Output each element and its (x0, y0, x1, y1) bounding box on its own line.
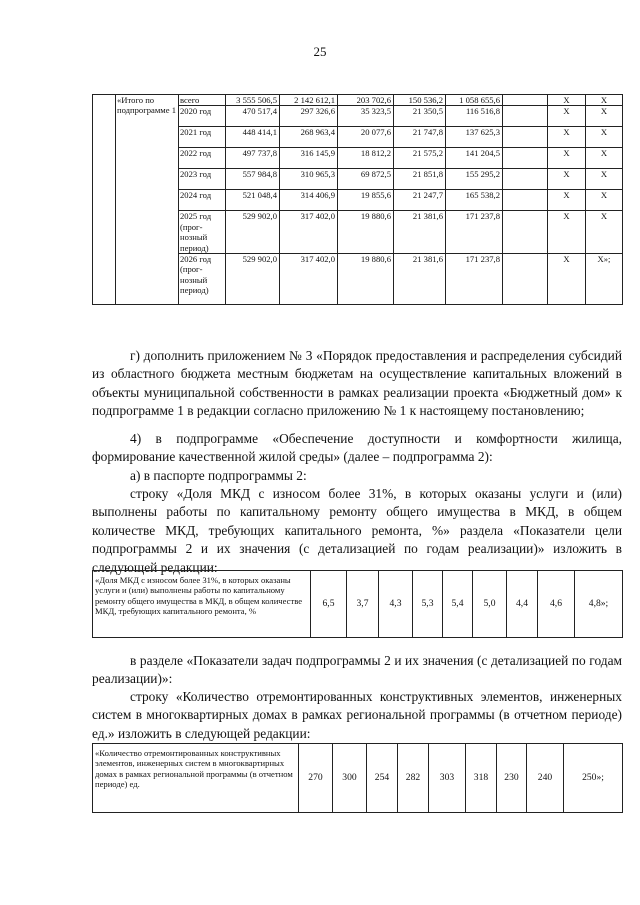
year-cell: всего (179, 95, 226, 106)
value-cell: 4,8»; (575, 571, 623, 638)
value-cell: 150 536,2 (394, 95, 446, 106)
value-cell: 21 350,5 (394, 106, 446, 127)
value-cell: 155 295,2 (446, 169, 503, 190)
empty-cell (503, 169, 548, 190)
x-mark-cell: Х (586, 211, 623, 254)
empty-cell (503, 148, 548, 169)
x-mark-cell: Х (548, 254, 586, 305)
value-cell: 137 625,3 (446, 127, 503, 148)
subprogram-total-label: «Итого по подпрограмме 1 (116, 95, 179, 305)
empty-cell (93, 95, 116, 305)
x-mark-cell: Х (548, 211, 586, 254)
value-cell: 1 058 655,6 (446, 95, 503, 106)
value-cell: 268 963,4 (280, 127, 338, 148)
value-cell: 250»; (564, 744, 623, 813)
value-cell: 20 077,6 (338, 127, 394, 148)
value-cell: 240 (527, 744, 564, 813)
value-cell: 270 (299, 744, 333, 813)
year-cell: 2022 год (179, 148, 226, 169)
x-mark-cell: Х (548, 95, 586, 106)
value-cell: 470 517,4 (226, 106, 280, 127)
mkd-share-table (92, 570, 623, 638)
empty-cell (503, 254, 548, 305)
x-mark-cell: Х (586, 127, 623, 148)
value-cell: 116 516,8 (446, 106, 503, 127)
empty-cell (503, 211, 548, 254)
x-mark-cell: Х (586, 95, 623, 106)
value-cell: 300 (333, 744, 367, 813)
value-cell: 203 702,6 (338, 95, 394, 106)
x-mark-cell: Х (586, 106, 623, 127)
value-cell: 69 872,5 (338, 169, 394, 190)
value-cell: 171 237,8 (446, 254, 503, 305)
paragraph-task-indicators: в разделе «Показатели задач подпрограммы 2 и их значения (с детализацией по годам реализации)»: (92, 653, 622, 687)
year-cell: 2021 год (179, 127, 226, 148)
value-cell: 5,4 (443, 571, 473, 638)
value-cell: 4,6 (538, 571, 575, 638)
value-cell: 165 538,2 (446, 190, 503, 211)
year-cell: 2026 год (прог-нозный период) (179, 254, 226, 305)
year-cell: 2020 год (179, 106, 226, 127)
paragraph-passport: а) в паспорте подпрограммы 2: (130, 468, 307, 483)
value-cell: 21 247,7 (394, 190, 446, 211)
value-cell: 19 880,6 (338, 254, 394, 305)
subprogram-totals-table (92, 94, 623, 305)
value-cell: 21 381,6 (394, 211, 446, 254)
value-cell: 3,7 (347, 571, 379, 638)
value-cell: 171 237,8 (446, 211, 503, 254)
value-cell: 529 902,0 (226, 211, 280, 254)
value-cell: 3 555 506,5 (226, 95, 280, 106)
year-cell: 2025 год (прог-нозный период) (179, 211, 226, 254)
value-cell: 5,0 (473, 571, 507, 638)
year-cell: 2024 год (179, 190, 226, 211)
value-cell: 5,3 (413, 571, 443, 638)
value-cell: 19 880,6 (338, 211, 394, 254)
paragraph-subprogram-2: 4) в подпрограмме «Обеспечение доступности и комфортности жилища, формирование качественной жилой среды» (далее – подпрограмма 2): (92, 431, 622, 465)
value-cell: 21 851,8 (394, 169, 446, 190)
value-cell: 4,4 (507, 571, 538, 638)
value-cell: 282 (398, 744, 429, 813)
x-mark-cell: Х (586, 148, 623, 169)
empty-cell (503, 106, 548, 127)
value-cell: 318 (466, 744, 497, 813)
paragraph-indicator-row: строку «Доля МКД с износом более 31%, в которых оказаны услуги и (или) выполнены работы по капитальному ремонту общего имущества в МКД, в общем количестве МКД, требующих капитального ремонта, %» раздела «Показатели цели подпрограммы 2 и их значения (с детализацией по годам реализации)» изложить в следующей редакции: (92, 486, 622, 575)
x-mark-cell: Х (586, 169, 623, 190)
x-mark-cell: Х»; (586, 254, 623, 305)
value-cell: 529 902,0 (226, 254, 280, 305)
value-cell: 314 406,9 (280, 190, 338, 211)
empty-cell (503, 95, 548, 106)
x-mark-cell: Х (548, 127, 586, 148)
year-cell: 2023 год (179, 169, 226, 190)
x-mark-cell: Х (586, 190, 623, 211)
value-cell: 448 414,1 (226, 127, 280, 148)
value-cell: 6,5 (311, 571, 347, 638)
value-cell: 21 747,8 (394, 127, 446, 148)
value-cell: 2 142 612,1 (280, 95, 338, 106)
value-cell: 141 204,5 (446, 148, 503, 169)
value-cell: 497 737,8 (226, 148, 280, 169)
value-cell: 4,3 (379, 571, 413, 638)
value-cell: 254 (367, 744, 398, 813)
value-cell: 521 048,4 (226, 190, 280, 211)
x-mark-cell: Х (548, 169, 586, 190)
value-cell: 21 575,2 (394, 148, 446, 169)
table-row (93, 95, 623, 106)
paragraph-appendix-3: г) дополнить приложением № 3 «Порядок предоставления и распределения субсидий из областного бюджета местным бюджетам на осуществление капитальных вложений в объекты муниципальной собственности в рамках реализации проекта «Бюджетный дом» к подпрограмме 1 в редакции согласно приложению № 1 к настоящему постановлению; (92, 348, 622, 419)
value-cell: 310 965,3 (280, 169, 338, 190)
value-cell: 317 402,0 (280, 254, 338, 305)
value-cell: 297 326,6 (280, 106, 338, 127)
page-number: 25 (313, 44, 327, 59)
repaired-elements-table (92, 743, 623, 813)
mkd-share-indicator: «Доля МКД с износом более 31%, в которых оказаны услуги и (или) выполнены работы по капитальному ремонту общего имущества в МКД, в общем количестве МКД, требующих капитального ремонта, % (93, 571, 311, 638)
repaired-elements-indicator: «Количество отремонтированных конструктивных элементов, инженерных систем в многоквартирных домах в рамках региональной программы (в отчетном периоде) ед. (93, 744, 299, 813)
value-cell: 230 (497, 744, 527, 813)
empty-cell (503, 127, 548, 148)
paragraph-repaired-elements-row: строку «Количество отремонтированных конструктивных элементов, инженерных систем в многоквартирных домах в рамках региональной программы (в отчетном периоде) ед.» изложить в следующей редакции: (92, 689, 622, 741)
value-cell: 316 145,9 (280, 148, 338, 169)
x-mark-cell: Х (548, 190, 586, 211)
value-cell: 18 812,2 (338, 148, 394, 169)
value-cell: 317 402,0 (280, 211, 338, 254)
value-cell: 557 984,8 (226, 169, 280, 190)
empty-cell (503, 190, 548, 211)
value-cell: 21 381,6 (394, 254, 446, 305)
x-mark-cell: Х (548, 148, 586, 169)
value-cell: 303 (429, 744, 466, 813)
value-cell: 35 323,5 (338, 106, 394, 127)
value-cell: 19 855,6 (338, 190, 394, 211)
x-mark-cell: Х (548, 106, 586, 127)
